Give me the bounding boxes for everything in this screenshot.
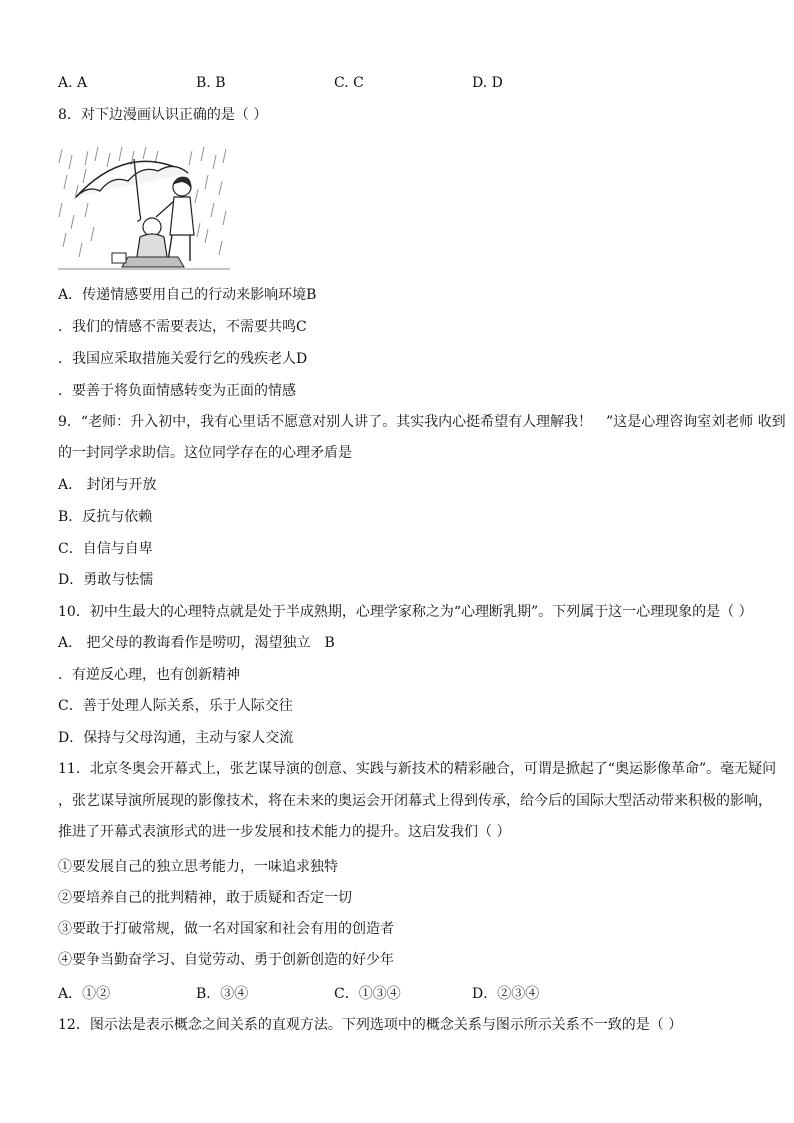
q9-stem-line-1: 9．“老师：升入初中，我有心里话不愿意对别人讲了。其实我内心挺希望有人理解我！ ”这是心理咨询室刘老师 收到 [58, 414, 786, 430]
q8-line-2: ．我们的情感不需要表达，不需要共鸣C [58, 319, 307, 335]
q12-stem: 12．图示法是表示概念之间关系的直观方法。下列选项中的概念关系与图示所示关系不一致的是（ ） [58, 1017, 683, 1033]
q11-option-a: A．①② [58, 986, 111, 1002]
q11-item-3: ③要敢于打破常规，做一名对国家和社会有用的创造者 [58, 921, 394, 937]
q7-option-a: A. A [58, 75, 88, 91]
q7-option-c: C. C [334, 75, 364, 91]
q7-options [58, 75, 658, 93]
umbrella-rain-cartoon-icon [58, 145, 230, 273]
q11-item-2: ②要培养自己的批判精神，敢于质疑和否定一切 [58, 890, 352, 906]
q11-item-1: ①要发展自己的独立思考能力，一味追求独特 [58, 859, 338, 875]
q10-line-4: D．保持与父母沟通，主动与家人交流 [58, 730, 294, 746]
q11-stem-line-3: 推进了开幕式表演形式的进一步发展和技术能力的提升。这启发我们（ ） [58, 824, 511, 840]
q9-option-d: D．勇敢与怯懦 [58, 572, 154, 588]
q10-stem: 10．初中生最大的心理特点就是处于半成熟期，心理学家称之为“心理断乳期”。下列属于这一心理现象的是（ ） [58, 604, 753, 620]
q9-option-a: A． 封闭与开放 [58, 477, 157, 493]
q7-option-b: B. B [196, 75, 226, 91]
q9-option-c: C．自信与自卑 [58, 541, 153, 557]
comic-umbrella-image [58, 145, 230, 273]
q11-item-4: ④要争当勤奋学习、自觉劳动、勇于创新创造的好少年 [58, 952, 394, 968]
q8-line-1: A．传递情感要用自己的行动来影响环境B [58, 287, 317, 303]
q10-line-3: C．善于处理人际关系，乐于人际交往 [58, 698, 293, 714]
q11-option-b: B．③④ [196, 986, 249, 1002]
q8-line-4: ．要善于将负面情感转变为正面的情感 [58, 383, 296, 399]
q10-line-2: ．有逆反心理，也有创新精神 [58, 667, 240, 683]
q11-options [58, 983, 658, 1001]
q9-option-b: B．反抗与依赖 [58, 509, 153, 525]
q8-line-3: ．我国应采取措施关爱行乞的残疾老人D [58, 351, 308, 367]
q11-option-c: C．①③④ [334, 986, 401, 1002]
q9-stem-line-2: 的一封同学求助信。这位同学存在的心理矛盾是 [58, 445, 352, 461]
q10-line-1: A． 把父母的教诲看作是唠叨，渴望独立 B [58, 635, 335, 651]
q11-stem-line-2: ，张艺谋导演所展现的影像技术，将在未来的奥运会开闭幕式上得到传承，给今后的国际大型活动带来积极的影响， [58, 793, 772, 809]
q8-stem: 8．对下边漫画认识正确的是（ ） [58, 107, 268, 123]
q11-stem-line-1: 11．北京冬奥会开幕式上，张艺谋导演的创意、实践与新技术的精彩融合，可谓是掀起了“奥运影像革命”。毫无疑问 [58, 761, 777, 777]
q11-option-d: D．②③④ [472, 986, 540, 1002]
q7-option-d: D. D [472, 75, 503, 91]
